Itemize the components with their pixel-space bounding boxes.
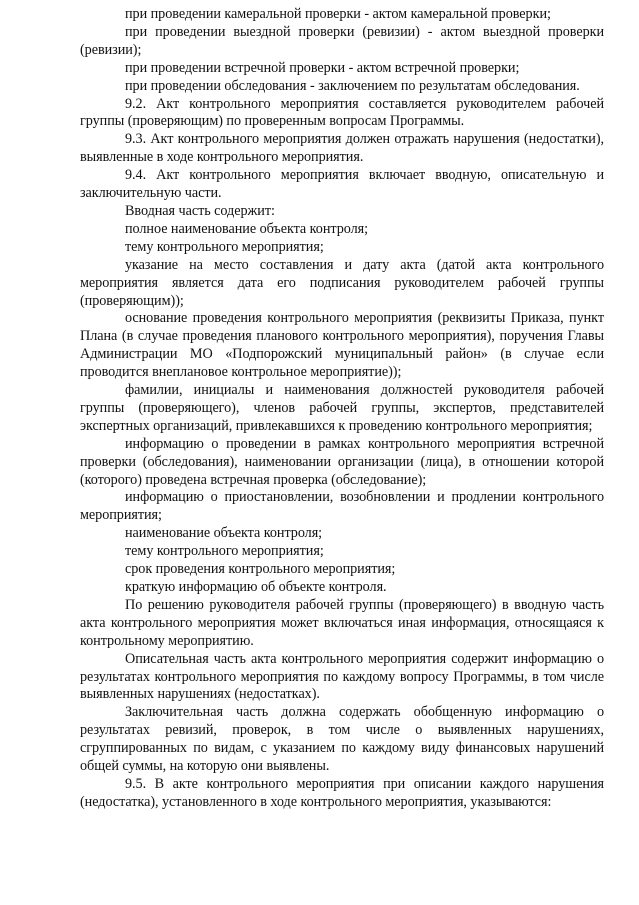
paragraph: 9.3. Акт контрольного мероприятия должен отражать нарушения (недостатки), выявленные в ходе контрольного мероприятия. (80, 131, 604, 166)
paragraph: основание проведения контрольного мероприятия (реквизиты Приказа, пункт Плана (в случае проведения планового контрольного мероприятия), поручения Главы Администрации МО «Подпорожский муниципальный район» (в случае если проводится внеплановое контрольное мероприятие)); (80, 310, 604, 381)
paragraph: 9.4. Акт контрольного мероприятия включает вводную, описательную и заключительную части. (80, 167, 604, 202)
paragraph: Вводная часть содержит: (125, 202, 275, 219)
paragraph: полное наименование объекта контроля; (125, 220, 369, 237)
paragraph: краткую информацию об объекте контроля. (125, 579, 387, 595)
paragraph: тему контрольного мероприятия; (125, 238, 324, 255)
paragraph: 9.5. В акте контрольного мероприятия при описании каждого нарушения (недостатка), установленного в ходе контрольного мероприятия, указываются: (80, 775, 604, 810)
paragraph: наименование объекта контроля; (125, 525, 323, 542)
paragraph: при проведении обследования - заключением по результатам обследования. (125, 77, 580, 94)
paragraph: при проведении камеральной проверки - актом камеральной проверки; (125, 6, 551, 22)
paragraph: Описательная часть акта контрольного мероприятия содержит информацию о результатах контрольного мероприятия по каждому вопросу Программы, в том числе выявленных нарушениях (недостатках). (80, 650, 604, 703)
paragraph: при проведении выездной проверки (ревизии) - актом выездной проверки (ревизии); (80, 23, 604, 58)
paragraph: Заключительная часть должна содержать обобщенную информацию о результатах ревизий, проверок, в том числе о выявленных нарушениях, сгруппированных по видам, с указанием по каждому виду финансовых нарушений общей суммы, на которую они выявлены. (80, 704, 604, 775)
paragraph: фамилии, инициалы и наименования должностей руководителя рабочей группы (проверяющего), членов рабочей группы, экспертов, представителей экспертных организаций, привлекавшихся к проведению контрольного мероприятия; (80, 382, 604, 434)
paragraph: 9.2. Акт контрольного мероприятия составляется руководителем рабочей группы (проверяющим) по проверенным вопросам Программы. (80, 95, 604, 130)
paragraph: срок проведения контрольного мероприятия; (125, 561, 396, 578)
paragraph: указание на место составления и дату акта (датой акта контрольного мероприятия является дата его подписания руководителем рабочей группы (проверяющим)); (80, 256, 604, 309)
paragraph: при проведении встречной проверки - актом встречной проверки; (125, 59, 520, 76)
paragraph: информацию о приостановлении, возобновлении и продлении контрольного мероприятия; (80, 489, 604, 524)
paragraph: По решению руководителя рабочей группы (проверяющего) в вводную часть акта контрольного мероприятия может включаться иная информация, относящаяся к контрольному мероприятию. (80, 596, 604, 649)
document-page (80, 6, 604, 812)
paragraph: тему контрольного мероприятия; (125, 543, 324, 560)
paragraph: информацию о проведении в рамках контрольного мероприятия встречной проверки (обследования), наименовании организации (лица), в отношении которой (которого) проведена встречная проверка (обследование); (80, 435, 604, 488)
